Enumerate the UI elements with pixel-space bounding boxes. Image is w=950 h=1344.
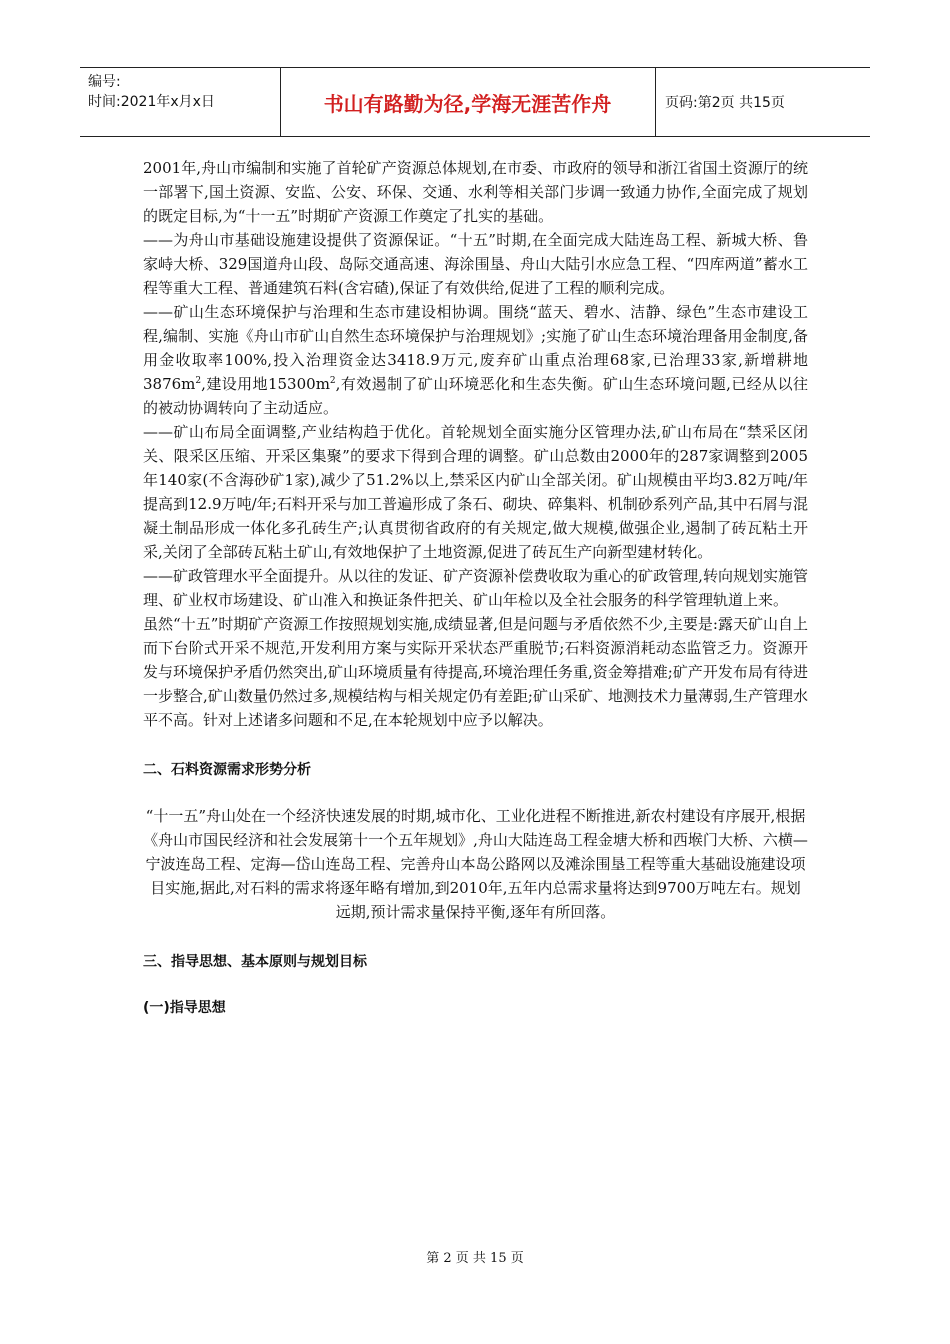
- superscript-2: 2: [329, 376, 336, 386]
- document-code-label: 编号:: [88, 74, 121, 90]
- header-motto: 书山有路勤为径,学海无涯苦作舟: [323, 91, 612, 116]
- section-heading-3: 三、指导思想、基本原则与规划目标: [143, 954, 367, 970]
- document-body: [143, 156, 808, 1020]
- paragraph-layout: ——矿山布局全面调整,产业结构趋于优化。首轮规划全面实施分区管理办法,矿山布局在“禁采区闭关、限采区压缩、开采区集聚”的要求下得到合理的调整。矿山总数由2000年的287家调整到2005年140家(不含海砂矿1家),减少了51.2%以上,禁采区内矿山全部关闭。矿山规模由平均3.82万吨/年提高到12.9万吨/年;石料开采与加工普遍形成了条石、砌块、碎集料、机制砂系列产品,其中石屑与混凝土制品形成一体化多孔砖生产;认真贯彻省政府的有关规定,做大规模,做强企业,遏制了砖瓦粘土开采,关闭了全部砖瓦粘土矿山,有效地保护了土地资源,促进了砖瓦生产向新型建材转化。: [143, 423, 808, 561]
- header-page-info: 页码:第2页 共15页: [665, 95, 785, 111]
- paragraph-demand: “十一五”舟山处在一个经济快速发展的时期,城市化、工业化进程不断推进,新农村建设有序展开,根据《舟山市国民经济和社会发展第十一个五年规划》,舟山大陆连岛工程金塘大桥和西堠门大桥、六横—宁波连岛工程、定海—岱山连岛工程、完善舟山本岛公路网以及滩涂围垦工程等重大基础设施建设项目实施,据此,对石料的需求将逐年略有增加,到2010年,五年内总需求量将达到9700万吨左右。规划远期,预计需求量保持平衡,逐年有所回落。: [143, 807, 808, 921]
- header-meta: [88, 72, 215, 112]
- paragraph-ecology-text-1: ——矿山生态环境保护与治理和生态市建设相协调。围绕“蓝天、碧水、洁静、绿色”生态市建设工程,编制、实施《舟山市矿山自然生态环境保护与治理规划》;实施了矿山生态环境治理备用金制度,备用金收取率100%,投入治理资金达3418.9万元,废弃矿山重点治理68家,已治理33家,新增耕地3876m: [143, 303, 808, 393]
- superscript-2: 2: [195, 376, 202, 386]
- paragraph-problems: 虽然“十五”时期矿产资源工作按照规划实施,成绩显著,但是问题与矛盾依然不少,主要是:露天矿山自上而下台阶式开采不规范,开发利用方案与实际开采状态严重脱节;石料资源消耗动态监管乏力。资源开发与环境保护矛盾仍然突出,矿山环境质量有待提高,环境治理任务重,资金筹措难;矿产开发布局有待进一步整合,矿山数量仍然过多,规模结构与相关规定仍有差距;矿山采矿、地测技术力量薄弱,生产管理水平不高。针对上述诸多问题和不足,在本轮规划中应予以解决。: [143, 615, 808, 729]
- subsection-heading-1: (一)指导思想: [143, 1000, 226, 1016]
- paragraph-ecology: [143, 300, 808, 420]
- paragraph-ecology-text-3: ,有效遏制了矿山环境恶化和生态失衡。矿山生态环境问题,已经从以往的被动协调转向了主动适应。: [143, 375, 808, 417]
- document-time-label: 时间:2021年x月x日: [88, 94, 215, 110]
- page-header: [80, 67, 870, 137]
- paragraph-intro: 2001年,舟山市编制和实施了首轮矿产资源总体规划,在市委、市政府的领导和浙江省国土资源厅的统一部署下,国土资源、安监、公安、环保、交通、水利等相关部门步调一致通力协作,全面完成了规划的既定目标,为“十一五”时期矿产资源工作奠定了扎实的基础。: [143, 159, 808, 225]
- page-footer: 第 2 页 共 15 页: [426, 1251, 524, 1266]
- paragraph-management: ——矿政管理水平全面提升。从以往的发证、矿产资源补偿费收取为重心的矿政管理,转向规划实施管理、矿业权市场建设、矿山准入和换证条件把关、矿山年检以及全社会服务的科学管理轨道上来。: [143, 567, 808, 609]
- paragraph-infrastructure: ——为舟山市基础设施建设提供了资源保证。“十五”时期,在全面完成大陆连岛工程、新城大桥、鲁家峙大桥、329国道舟山段、岛际交通高速、海涂围垦、舟山大陆引水应急工程、“四库两道”蓄水工程等重大工程、普通建筑石料(含宕碴),保证了有效供给,促进了工程的顺利完成。: [143, 231, 808, 297]
- section-heading-2: 二、石料资源需求形势分析: [143, 762, 311, 778]
- paragraph-ecology-text-2: ,建设用地15300m: [201, 375, 330, 393]
- header-divider: [655, 68, 656, 136]
